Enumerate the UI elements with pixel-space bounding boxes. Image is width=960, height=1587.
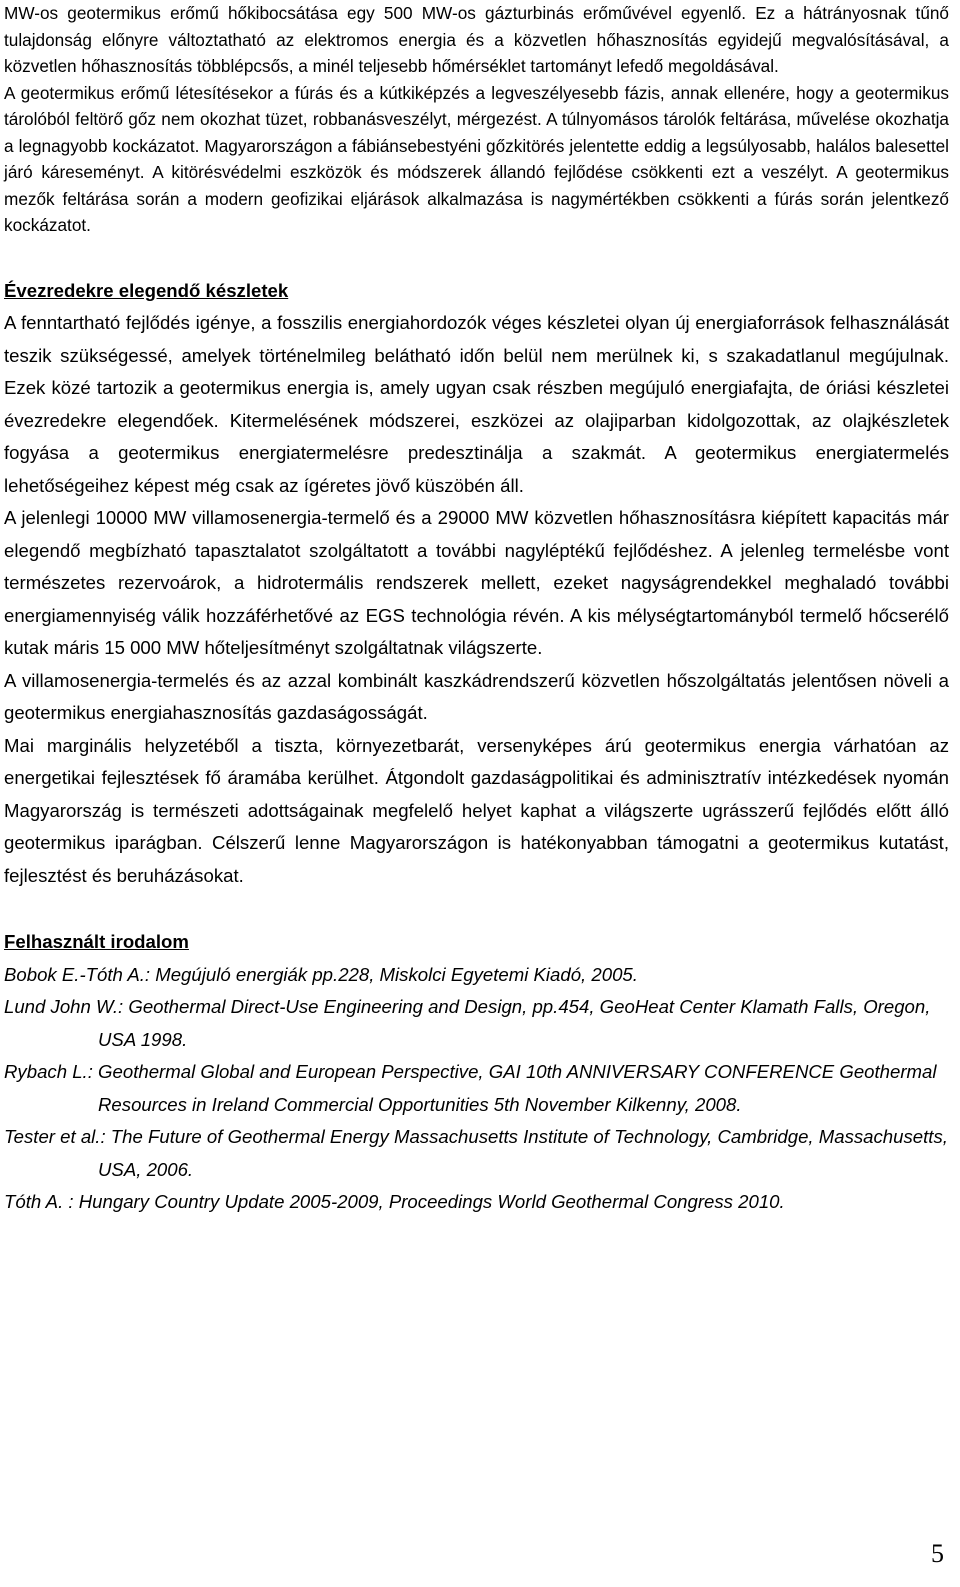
body-paragraph: A fenntartható fejlődés igénye, a fosszilis energiahordozók véges készletei olyan új energiaforrások felhasználását teszik szükségessé, amelyek történelmileg belátható időn belül nem merülnek ki, s szakadatlanul megújulnak. Ezek közé tartozik a geotermikus energia is, amely ugyan csak részben megújuló energiafajta, de óriási készletei évezredekre elegendőek. Kitermelésének módszerei, eszközei az olajiparban kidolgozottak, az olajkészletek fogyása a geotermikus energiatermelésre predesztinálja a szakmát. A geotermikus energiatermelés lehetőségeihez képest még csak az ígéretes jövő küszöbén áll.	[4, 312, 949, 496]
intro-paragraph: A geotermikus erőmű létesítésekor a fúrás és a kútkiképzés a legveszélyesebb fázis, annak ellenére, hogy a geotermikus tárolóból feltörő gőz nem okozhat tüzet, robbanásveszélyt, mérgezést. A túlnyomásos tárolók feltárása, művelése okozhatja a legnagyobb kockázatot. Magyarországon a fábiánsebestyéni gőzkitörés jelentette eddig a legsúlyosabb, halálos balesettel járó káreseményt. A kitörésvédelmi eszközök és módszerek állandó fejlődése csökkenti ezt a veszélyt. A geotermikus mezők feltárása során a modern geofizikai eljárások alkalmazása is nagymértékben csökkenti a fúrás során jelentkező kockázatot.	[4, 82, 949, 235]
reference-item: Lund John W.: Geothermal Direct-Use Engineering and Design, pp.454, GeoHeat Center Klamath Falls, Oregon, USA 1998.	[4, 996, 931, 1050]
reference-list	[4, 959, 949, 1219]
body-paragraph: A jelenlegi 10000 MW villamosenergia-termelő és a 29000 MW közvetlen hőhasznosításra kiépített kapacitás már elegendő megbízható tapasztalatot szolgáltatott a további nagyléptékű fejlődéshez. A jelenleg termelésbe vont természetes rezervoárok, a hidrotermális rendszerek mellett, ezeket nagyságrendekkel meghaladó további energiamennyiség válik hozzáférhetővé az EGS technológia révén. A kis mélységtartományból termelő hőcserélő kutak máris 15 000 MW hőteljesítményt szolgáltatnak világszerte.	[4, 507, 949, 658]
section-spacer	[4, 892, 949, 926]
reference-item: Rybach L.: Geothermal Global and European Perspective, GAI 10th ANNIVERSARY CONFERENCE Geothermal Resources in Ireland Commercial Opportunities 5th November Kilkenny, 2008.	[4, 1061, 937, 1115]
page-number: 5	[931, 1539, 944, 1568]
body-paragraph: Mai marginális helyzetéből a tiszta, környezetbarát, versenyképes árú geotermikus energia várhatóan az energetikai fejlesztések fő áramába kerülhet. Átgondolt gazdaságpolitikai és adminisztratív intézkedések nyomán Magyarország is természeti adottságainak megfelelő helyet kaphat a világszerte ugrásszerű fejlődés előtt álló geotermikus iparágban. Célszerű lenne Magyarországon is hatékonyabban támogatni a geotermikus kutatást, fejlesztést és beruházásokat.	[4, 734, 949, 886]
reference-item: Tóth A. : Hungary Country Update 2005-2009, Proceedings World Geothermal Congress 2010.	[4, 1191, 785, 1212]
reference-item: Tester et al.: The Future of Geothermal Energy Massachusetts Institute of Technology, Cambridge, Massachusetts, USA, 2006.	[4, 1126, 948, 1180]
intro-paragraph: MW-os geotermikus erőmű hőkibocsátása egy 500 MW-os gázturbinás erőművével egyenlő. Ez a hátrányosnak tűnő tulajdonság előnyre változtatható az elektromos energia és a közvetlen hőhasznosítás egyidejű megvalósításával, a közvetlen hőhasznosítás többlépcsős, a minél teljesebb hőmérséklet tartományt lefedő megoldásával.	[4, 3, 949, 76]
section-heading: Évezredekre elegendő készletek	[4, 279, 289, 301]
section-spacer	[4, 239, 949, 275]
document-page	[4, 0, 949, 1219]
body-paragraph: A villamosenergia-termelés és az azzal kombinált kaszkádrendszerű közvetlen hőszolgáltatás jelentősen növeli a geotermikus energiahasznosítás gazdaságosságát.	[4, 669, 949, 723]
references-heading: Felhasznált irodalom	[4, 931, 189, 952]
reference-item: Bobok E.-Tóth A.: Megújuló energiák pp.228, Miskolci Egyetemi Kiadó, 2005.	[4, 963, 638, 985]
